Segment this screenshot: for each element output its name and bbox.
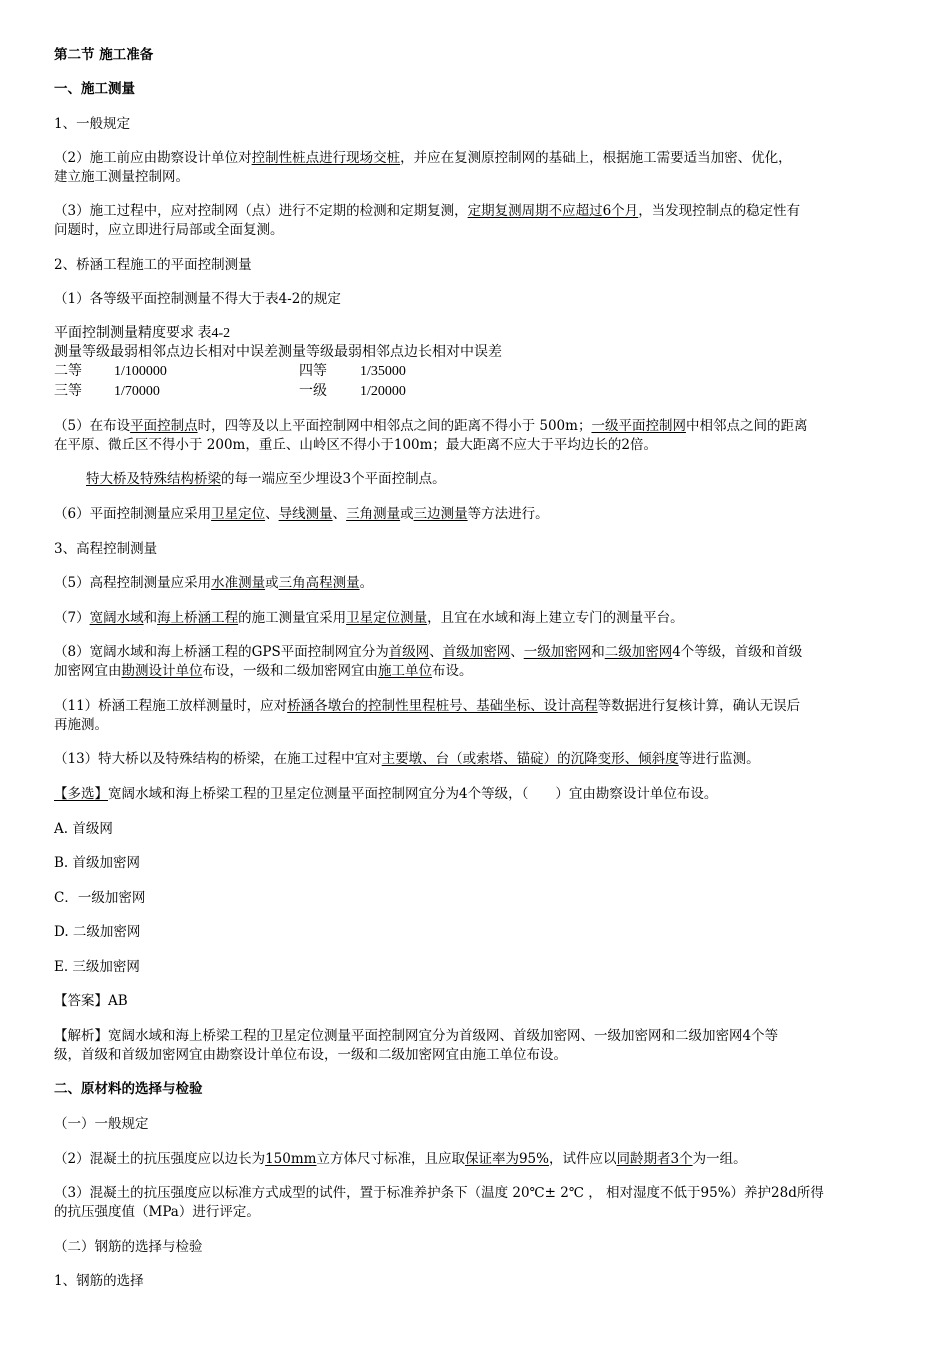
text-run: （3）施工过程中，应对控制网（点）进行不定期的检测和定期复测， <box>54 203 468 219</box>
paragraph-q13 <box>54 750 760 768</box>
subheading-plane-control: 2、桥涵工程施工的平面控制测量 <box>54 257 252 273</box>
underlined-text: 二级加密网 <box>604 644 673 660</box>
text-run: 中相邻点之间的距离 <box>685 418 808 434</box>
text-run: 为一组。 <box>692 1151 747 1167</box>
option-d: D. 二级加密网 <box>54 924 141 940</box>
paragraph-5-line-2 <box>54 436 657 454</box>
underlined-text: 桥涵各墩台的控制性里程桩号、基础坐标、设计高程 <box>287 698 598 714</box>
text-run: 再施测。 <box>54 717 108 733</box>
text-run: 或 <box>265 575 279 591</box>
section-title: 第二节 施工准备 <box>54 47 154 63</box>
text-run: 布设。 <box>432 663 473 679</box>
paragraph-q11-line-2 <box>54 716 108 734</box>
table-row <box>54 363 614 381</box>
text-run: （7） <box>54 610 90 626</box>
text-run: 的抗压强度值（MPa）进行评定。 <box>54 1204 260 1220</box>
paragraph-2-line-1 <box>54 149 792 167</box>
paragraph-5-line-1 <box>54 417 807 435</box>
subheading-elevation-control: 3、高程控制测量 <box>54 541 158 557</box>
underlined-text: 同龄期者3个 <box>616 1151 693 1167</box>
paragraph-q5 <box>54 574 373 592</box>
table-row <box>54 383 614 401</box>
paragraph-3-line-1 <box>54 202 800 220</box>
table-cell: 四等 <box>299 364 327 379</box>
text-run: （2）混凝土的抗压强度应以边长为 <box>54 1151 266 1167</box>
text-run: 和 <box>591 644 605 660</box>
table-cell: 1/70000 <box>114 384 160 399</box>
underlined-text: 卫星定位测量 <box>346 610 428 626</box>
underlined-text: 卫星定位 <box>211 506 266 522</box>
text-run: 建立施工测量控制网。 <box>54 169 189 185</box>
table-cell: 二等 <box>54 364 82 379</box>
underlined-text: 一级加密网 <box>523 644 592 660</box>
text-run: 等方法进行。 <box>467 506 549 522</box>
text-run: ，并应在复测原控制网的基础上，根据施工需要适当加密、优化， <box>400 150 792 166</box>
underlined-text: 海上桥涵工程 <box>157 610 239 626</box>
option-c: C．一级加密网 <box>54 890 146 906</box>
text-run: 。 <box>359 575 374 591</box>
text-run: 立方体尺寸标准，且应取 <box>316 1151 465 1167</box>
table-header: 测量等级最弱相邻点边长相对中误差测量等级最弱相邻点边长相对中误差 <box>54 345 502 360</box>
underlined-text: 主要墩、台（或索塔、锚碇）的沉降变形、倾斜度 <box>381 751 679 767</box>
text-run: 的每一端应至少埋设3个平面控制点。 <box>221 471 446 487</box>
text-run: （2）施工前应由勘察设计单位对 <box>54 150 252 166</box>
text-run: ，试件应以 <box>548 1151 617 1167</box>
text-run: 和 <box>143 610 158 626</box>
underlined-text: 导线测量 <box>278 506 333 522</box>
underlined-text: 特大桥及特殊结构桥梁 <box>86 471 221 487</box>
underlined-text: 三边测量 <box>413 506 468 522</box>
paragraph-q8-line-2 <box>54 662 473 680</box>
subheading-general: （一）一般规定 <box>54 1116 149 1132</box>
text-run: 时，四等及以上平面控制网中相邻点之间的距离不得小于 500m； <box>197 418 592 434</box>
explanation-line-1: 【解析】宽阔水域和海上桥梁工程的卫星定位测量平面控制网宜分为首级网、首级加密网、一级加密网和二级加密网4个等 <box>54 1028 779 1044</box>
underlined-text: 水准测量 <box>211 575 266 591</box>
underlined-text: 首级网 <box>388 644 430 660</box>
text-run: 、 <box>429 644 443 660</box>
underlined-text: 定期复测周期不应超过6个月 <box>467 203 639 219</box>
paragraph-6 <box>54 505 549 523</box>
underlined-text: 宽阔水域 <box>89 610 144 626</box>
text-run: 在平原、微丘区不得小于 200m，重丘、山岭区不得小于100m；最大距离不应大于平均边长的2倍。 <box>54 437 658 453</box>
paragraph-3-line-2 <box>54 221 284 239</box>
text-run: （11）桥涵工程施工放样测量时，应对 <box>54 698 288 714</box>
underlined-text: 平面控制点 <box>130 418 198 434</box>
text-run: 的施工测量宜采用 <box>238 610 347 626</box>
paragraph-2-line-2 <box>54 168 189 186</box>
heading-construction-survey: 一、施工测量 <box>54 81 135 97</box>
subheading-rebar: （二）钢筋的选择与检验 <box>54 1239 203 1255</box>
text-run: 或 <box>400 506 414 522</box>
text-run: 4个等级，首级和首级 <box>672 644 803 660</box>
underlined-text: 首级加密网 <box>442 644 511 660</box>
heading-materials: 二、原材料的选择与检验 <box>54 1081 203 1097</box>
paragraph-5-line-3 <box>86 470 446 488</box>
text-run: （13）特大桥以及特殊结构的桥梁，在施工过程中宜对 <box>54 751 382 767</box>
underlined-text: 三角高程测量 <box>278 575 360 591</box>
text-run: （8）宽阔水域和海上桥涵工程的GPS平面控制网宜分为 <box>54 644 389 660</box>
explanation-line-2: 级，首级和首级加密网宜由勘察设计单位布设，一级和二级加密网宜由施工单位布设。 <box>54 1047 567 1063</box>
table-cell: 1/35000 <box>360 364 406 379</box>
text-run: 、 <box>510 644 524 660</box>
table-cell: 1/100000 <box>114 364 167 379</box>
paragraph-q8-line-1 <box>54 643 802 661</box>
answer: 【答案】AB <box>54 993 128 1009</box>
table-cell: 三等 <box>54 384 82 399</box>
table-cell: 1/20000 <box>360 384 406 399</box>
underlined-text: 三角测量 <box>346 506 401 522</box>
text-run: 、 <box>265 506 279 522</box>
underlined-text: 保证率为95% <box>464 1151 549 1167</box>
text-run: （6）平面控制测量应采用 <box>54 506 212 522</box>
option-a: A. 首级网 <box>54 821 113 837</box>
text-run: 等数据进行复核计算，确认无误后 <box>597 698 801 714</box>
paragraph-q7 <box>54 609 684 627</box>
underlined-text: 一级平面控制网 <box>591 418 686 434</box>
text-run: （3）混凝土的抗压强度应以标准方式成型的试件，置于标准养护条下（温度 20℃± 2℃ ， 相对湿度不低于95%）养护28d所得 <box>54 1185 824 1201</box>
text-run: 布设，一级和二级加密网宜由 <box>202 663 378 679</box>
paragraph-q11-line-1 <box>54 697 800 715</box>
text-run: 问题时，应立即进行局部或全面复测。 <box>54 222 284 238</box>
underlined-text: 施工单位 <box>378 663 432 679</box>
paragraph-1: （1）各等级平面控制测量不得大于表4-2的规定 <box>54 291 341 307</box>
paragraph-m2 <box>54 1150 747 1168</box>
paragraph-m3-line-2 <box>54 1203 260 1221</box>
multiple-choice-question <box>54 785 717 803</box>
text-run: 宽阔水域和海上桥梁工程的卫星定位测量平面控制网宜分为4个等级，（ ）宜由勘察设计单位布设。 <box>108 786 718 802</box>
text-run: 等进行监测。 <box>678 751 760 767</box>
option-b: B. 首级加密网 <box>54 855 141 871</box>
text-run: （5）在布设 <box>54 418 131 434</box>
text-run: ，当发现控制点的稳定性有 <box>638 203 801 219</box>
text-run: 、 <box>332 506 347 522</box>
underlined-text: 150mm <box>265 1151 317 1167</box>
subheading-rebar-selection: 1、钢筋的选择 <box>54 1273 144 1289</box>
text-run: 加密网宜由 <box>54 663 122 679</box>
text-run: ，且宜在水域和海上建立专门的测量平台。 <box>427 610 684 626</box>
underlined-text: 【多选】 <box>54 786 108 802</box>
table-cell: 一级 <box>299 384 327 399</box>
table-caption: 平面控制测量精度要求 表4-2 <box>54 326 231 341</box>
underlined-text: 控制性桩点进行现场交桩 <box>251 150 401 166</box>
text-run: （5）高程控制测量应采用 <box>54 575 212 591</box>
option-e: E. 三级加密网 <box>54 959 140 975</box>
underlined-text: 勘测设计单位 <box>121 663 203 679</box>
subheading-general-rules: 1、一般规定 <box>54 116 131 132</box>
paragraph-m3-line-1 <box>54 1184 824 1202</box>
